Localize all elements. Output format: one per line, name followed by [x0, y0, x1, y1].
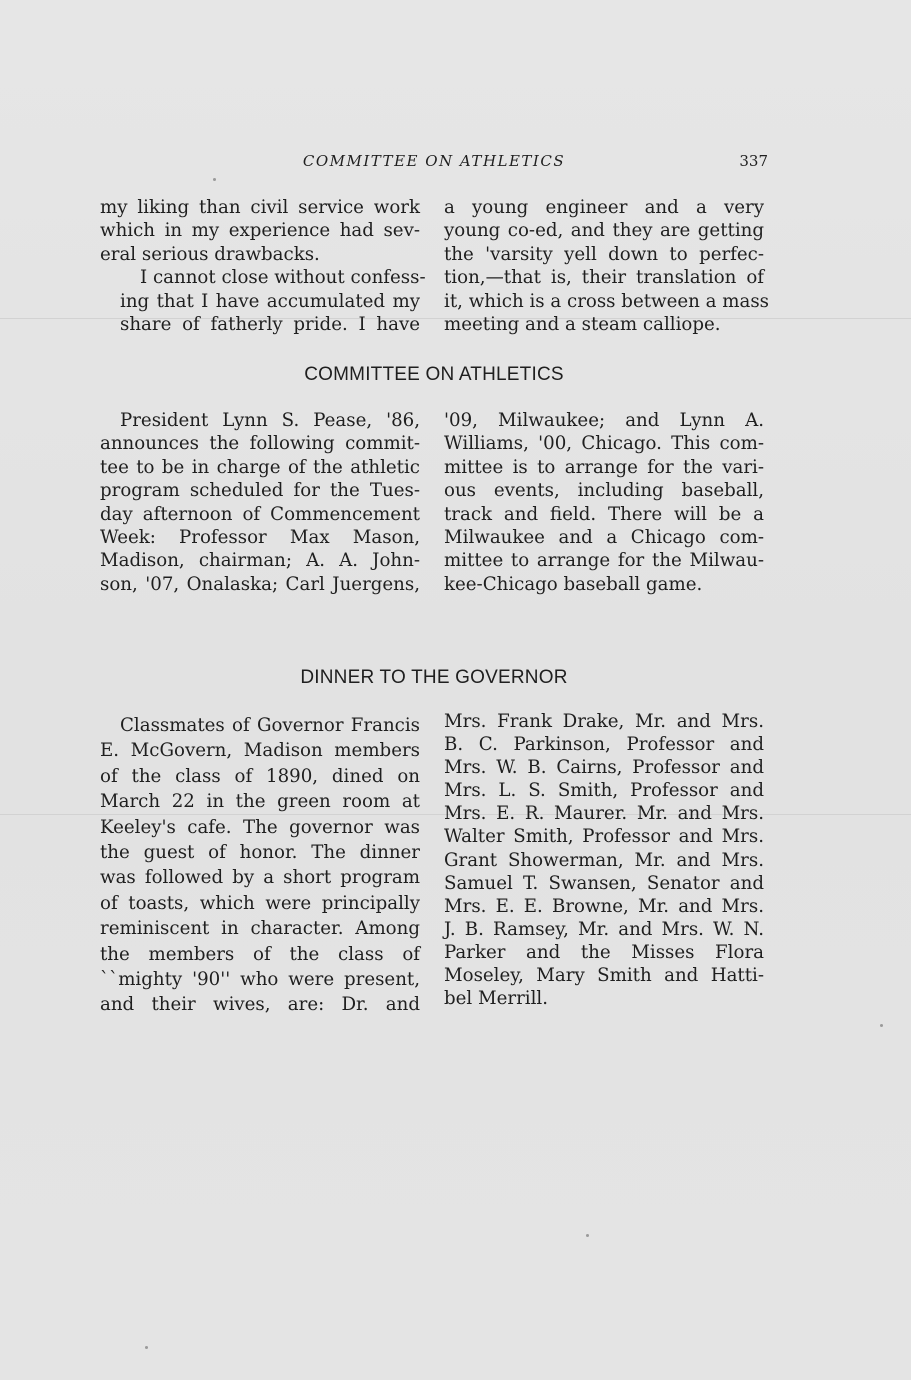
text-line: ``mighty '90'' who were present, — [100, 969, 420, 991]
text-line: Mrs. W. B. Cairns, Professor and — [444, 757, 764, 779]
text-line: bel Merrill. — [444, 988, 549, 1010]
text-line: day afternoon of Commencement — [100, 503, 420, 525]
paragraph — [444, 409, 764, 596]
text-line: meeting and a steam calliope. — [444, 314, 721, 336]
text-line: Parker and the Misses Flora — [444, 941, 764, 963]
text-line: Mrs. Frank Drake, Mr. and Mrs. — [444, 711, 764, 732]
athletics-right-column — [444, 409, 764, 596]
text-line: Grant Showerman, Mr. and Mrs. — [444, 849, 764, 871]
text-line: President Lynn S. Pease, '86, — [120, 410, 420, 431]
section-heading-dinner: DINNER TO THE GOVERNOR — [300, 667, 568, 688]
text-line: J. B. Ramsey, Mr. and Mrs. W. N. — [444, 918, 764, 940]
text-line: son, '07, Onalaska; Carl Juergens, — [100, 573, 420, 595]
text-line: track and field. There will be a — [444, 503, 764, 525]
dust-speck — [213, 178, 216, 181]
dust-speck — [880, 1024, 883, 1027]
athletics-left-column — [100, 409, 420, 596]
text-line: tee to be in charge of the athletic — [100, 456, 420, 478]
running-title: COMMITTEE ON ATHLETICS — [302, 152, 566, 170]
paragraph — [100, 196, 420, 266]
text-line: Mrs. E. R. Maurer. Mr. and Mrs. — [444, 803, 764, 825]
text-line: Mrs. L. S. Smith, Professor and — [444, 780, 764, 802]
text-line: of the class of 1890, dined on — [100, 765, 420, 787]
text-line: Milwaukee and a Chicago com- — [444, 527, 764, 549]
paragraph — [444, 710, 764, 1010]
text-line: of toasts, which were principally — [100, 892, 420, 914]
dinner-right-column — [444, 710, 764, 1010]
text-line: reminiscent in character. Among — [100, 918, 420, 940]
text-line: my liking than civil service work — [100, 197, 420, 218]
text-line: Madison, chairman; A. A. John- — [100, 550, 420, 572]
text-line: Week: Professor Max Mason, — [100, 527, 420, 549]
text-line: share of fatherly pride. I have — [120, 314, 420, 336]
top-left-column — [100, 196, 426, 336]
text-line: the members of the class of — [100, 943, 420, 965]
section-heading-athletics: COMMITTEE ON ATHLETICS — [304, 364, 564, 385]
paragraph — [100, 266, 426, 336]
paragraph — [100, 409, 420, 596]
text-line: Samuel T. Swansen, Senator and — [444, 872, 764, 894]
text-line: young co-ed, and they are getting — [444, 220, 764, 242]
dust-speck — [586, 1234, 589, 1237]
text-line: Classmates of Governor Francis — [120, 715, 420, 736]
running-head — [100, 152, 768, 174]
text-line: was followed by a short program — [100, 867, 420, 889]
dinner-left-column — [100, 713, 420, 1018]
top-right-column — [444, 196, 769, 336]
text-line: and their wives, are: Dr. and — [100, 994, 420, 1016]
text-line: Keeley's cafe. The governor was — [100, 816, 420, 838]
text-line: Williams, '00, Chicago. This com- — [444, 433, 764, 455]
text-line: announces the following commit- — [100, 433, 420, 455]
page-number: 337 — [739, 152, 768, 170]
paragraph — [444, 196, 769, 336]
text-line: E. McGovern, Madison members — [100, 740, 420, 762]
text-line: ing that I have accumulated my — [120, 290, 420, 312]
text-line: which in my experience had sev- — [100, 220, 420, 242]
text-line: tion,—that is, their translation of — [444, 267, 764, 289]
text-line: Walter Smith, Professor and Mrs. — [444, 826, 764, 848]
text-line: kee-Chicago baseball game. — [444, 573, 703, 595]
text-line: I cannot close without confess- — [140, 267, 426, 289]
text-line: mittee to arrange for the Milwau- — [444, 550, 764, 572]
text-line: Mrs. E. E. Browne, Mr. and Mrs. — [444, 895, 764, 917]
text-line: eral serious drawbacks. — [100, 243, 320, 265]
text-line: it, which is a cross between a mass — [444, 290, 769, 312]
text-line: mittee is to arrange for the vari- — [444, 456, 764, 478]
text-line: the 'varsity yell down to perfec- — [444, 243, 764, 265]
text-line: program scheduled for the Tues- — [100, 480, 420, 502]
dust-speck — [145, 1346, 148, 1349]
text-line: a young engineer and a very — [444, 197, 764, 218]
text-line: B. C. Parkinson, Professor and — [444, 734, 764, 756]
paragraph — [100, 713, 420, 1018]
text-line: the guest of honor. The dinner — [100, 842, 420, 864]
text-line: March 22 in the green room at — [100, 791, 420, 813]
text-line: '09, Milwaukee; and Lynn A. — [444, 410, 764, 431]
text-line: Moseley, Mary Smith and Hatti- — [444, 965, 764, 987]
text-line: ous events, including baseball, — [444, 480, 764, 502]
